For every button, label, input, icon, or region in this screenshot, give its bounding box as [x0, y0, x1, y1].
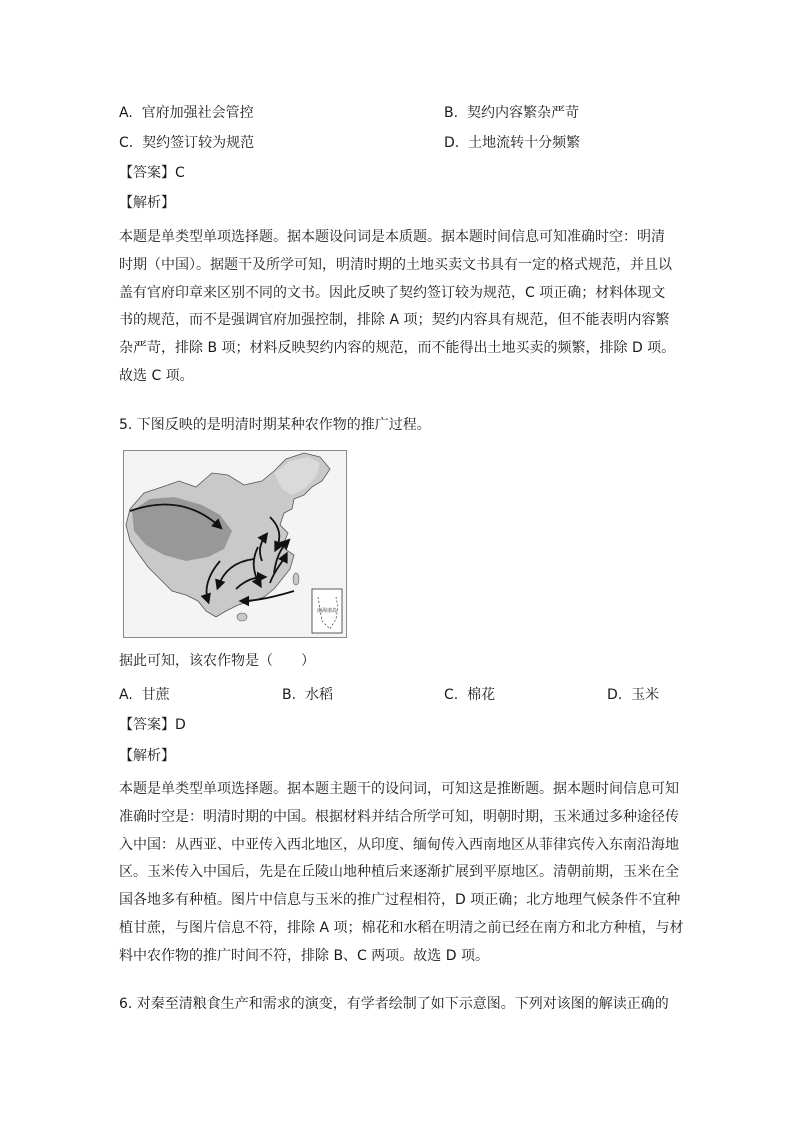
option-letter: A.: [119, 687, 133, 703]
option-text: 棉花: [467, 687, 496, 703]
analysis-line: 国各地多有种植。图片中信息与玉米的推广过程相符，D 项正确；北方地理气候条件不宜种: [119, 892, 681, 909]
analysis-line: 料中农作物的推广时间不符，排除 B、C 两项。故选 D 项。: [119, 947, 489, 964]
q4-answer: 【答案】C: [119, 165, 185, 181]
q4-analysis-label: 【解析】: [119, 195, 175, 211]
inset-label: 南海诸岛: [316, 608, 338, 614]
analysis-line: 书的规范，而不是强调官府加强控制，排除 A 项；契约内容具有规范，但不能表明内容繁: [119, 312, 670, 329]
option-text: 契约签订较为规范: [142, 135, 255, 151]
hainan-island: [237, 613, 247, 621]
q5-analysis-label: 【解析】: [119, 748, 175, 764]
q4-analysis: [119, 224, 679, 391]
q5-option-c[interactable]: [444, 685, 495, 705]
taiwan-island: [293, 573, 299, 585]
q4-option-b[interactable]: [444, 103, 579, 123]
option-text: 甘蔗: [141, 687, 170, 703]
option-letter: D.: [444, 135, 460, 151]
analysis-line: 本题是单类型单项选择题。据本题主题干的设问词，可知这是推断题。据本题时间信息可知: [119, 781, 679, 797]
option-letter: C.: [119, 135, 134, 151]
china-map-figure: [124, 451, 346, 637]
analysis-line: 植甘蔗，与图片信息不符，排除 A 项；棉花和水稻在明清之前已经在南方和北方种植，与材: [119, 919, 684, 936]
q5-stem: 5. 下图反映的是明清时期某种农作物的推广过程。: [119, 417, 431, 433]
q5-option-d[interactable]: [607, 685, 659, 705]
option-text: 玉米: [631, 687, 660, 703]
option-text: 土地流转十分频繁: [468, 135, 581, 151]
q4-option-a[interactable]: [119, 103, 254, 123]
option-letter: A.: [119, 105, 133, 121]
analysis-line: 盖有官府印章来区别不同的文书。因此反映了契约签订较为规范，C 项正确；材料体现文: [119, 284, 666, 301]
crop-spread-map: [123, 450, 347, 638]
q5-analysis: [119, 776, 684, 971]
analysis-line: 区。玉米传入中国后，先是在丘陵山地种植后来逐渐扩展到平原地区。清朝前期，玉米在全: [119, 864, 679, 881]
q5-prompt: 据此可知，该农作物是（ ）: [119, 653, 315, 669]
option-letter: B.: [444, 105, 459, 121]
option-letter: C.: [444, 687, 459, 703]
option-text: 水稻: [304, 687, 333, 703]
analysis-line: 本题是单类型单项选择题。据本题设问词是本质题。据本题时间信息可知准确时空：明清: [119, 229, 665, 245]
analysis-line: 准确时空是：明清时期的中国。根据材料并结合所学可知，明朝时期，玉米通过多种途径传: [119, 808, 679, 825]
analysis-line: 入中国：从西亚、中亚传入西北地区，从印度、缅甸传入西南地区从菲律宾传入东南沿海地: [119, 836, 679, 853]
option-letter: D.: [607, 687, 623, 703]
analysis-line: 杂严苛，排除 B 项；材料反映契约内容的规范，而不能得出土地买卖的频繁，排除 D 项。: [119, 340, 676, 357]
q5-answer: 【答案】D: [119, 717, 186, 733]
option-text: 契约内容繁杂严苛: [466, 105, 579, 121]
option-letter: B.: [282, 687, 297, 703]
analysis-line: 故选 C 项。: [119, 367, 194, 384]
option-text: 官府加强社会管控: [141, 105, 254, 121]
q5-option-b[interactable]: [282, 685, 333, 705]
q4-option-c[interactable]: [119, 133, 254, 153]
q6-stem: 6. 对秦至清粮食生产和需求的演变，有学者绘制了如下示意图。下列对该图的解读正确的: [119, 996, 669, 1012]
q4-option-d[interactable]: [444, 133, 580, 153]
q5-option-a[interactable]: [119, 685, 170, 705]
analysis-line: 时期（中国）。据题干及所学可知，明清时期的土地买卖文书具有一定的格式规范，并且以: [119, 256, 672, 273]
